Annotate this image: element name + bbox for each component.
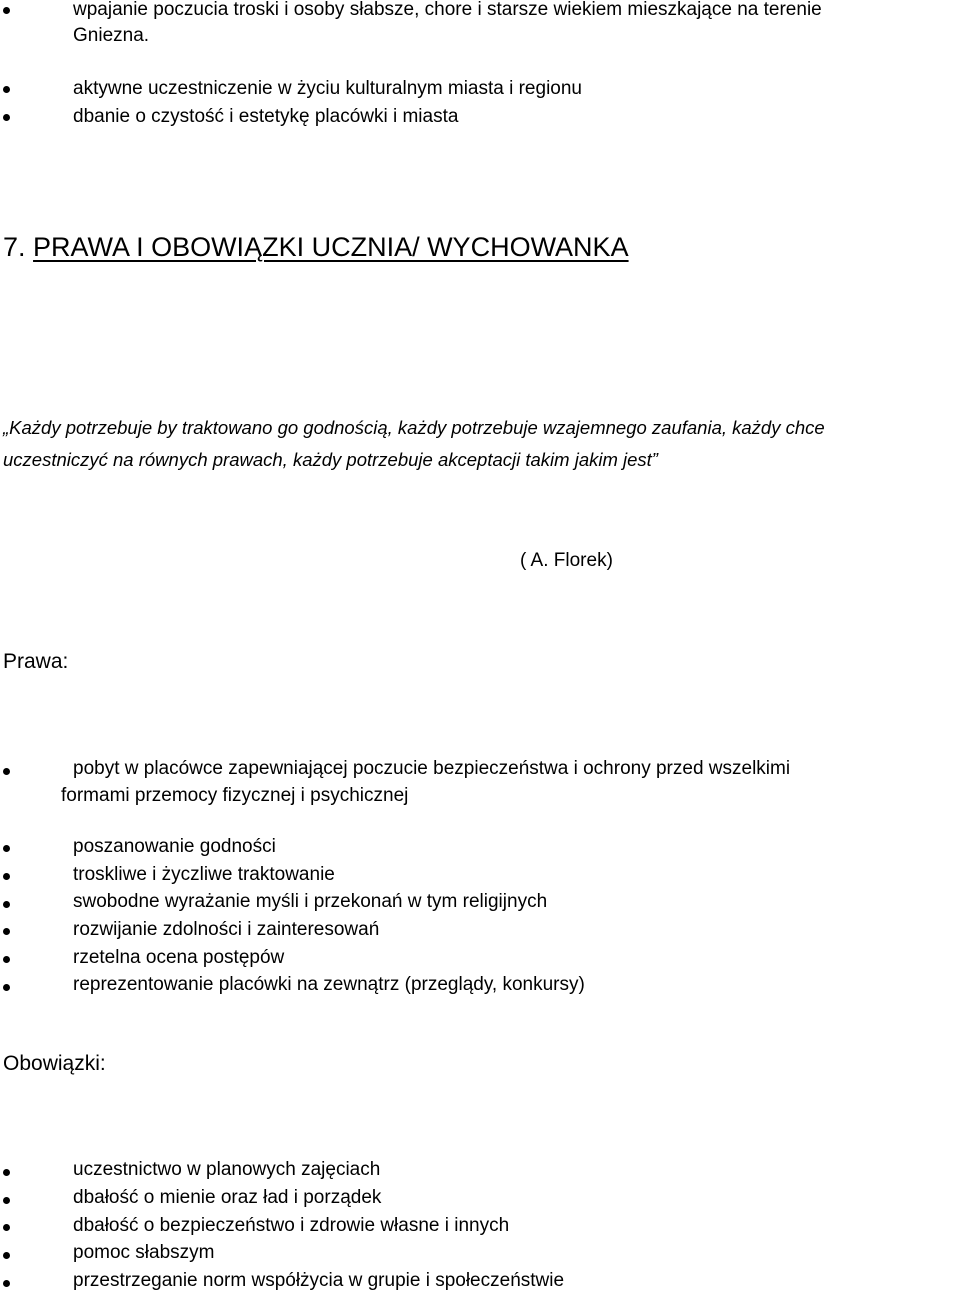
- bullet: [3, 928, 10, 935]
- bullet: [3, 1197, 10, 1204]
- bullet: [3, 1252, 10, 1259]
- bullet: [3, 873, 10, 880]
- list-item: dbałość o bezpieczeństwo i zdrowie własne i innych: [73, 1215, 510, 1236]
- section-heading: [3, 230, 629, 264]
- list-item: rozwijanie zdolności i zainteresowań: [73, 919, 380, 940]
- quote-author: ( A. Florek): [520, 550, 613, 571]
- list-item: pomoc słabszym: [73, 1242, 215, 1263]
- list-item: rzetelna ocena postępów: [73, 947, 285, 968]
- bullet: [3, 845, 10, 852]
- section-title: PRAWA I OBOWIĄZKI UCZNIA/ WYCHOWANKA: [33, 232, 629, 262]
- list-item: przestrzeganie norm współżycia w grupie i społeczeństwie: [73, 1270, 565, 1291]
- bullet: [3, 901, 10, 908]
- list-item: swobodne wyrażanie myśli i przekonań w tym religijnych: [73, 891, 548, 912]
- rights-heading: Prawa:: [3, 650, 69, 673]
- bullet: [3, 768, 10, 775]
- list-item-continuation: formami przemocy fizycznej i psychicznej: [61, 785, 409, 806]
- list-item: uczestnictwo w planowych zajęciach: [73, 1159, 381, 1180]
- list-item: troskliwe i życzliwe traktowanie: [73, 864, 335, 885]
- section-number: 7.: [3, 232, 26, 262]
- quote-line-2: uczestniczyć na równych prawach, każdy potrzebuje akceptacji takim jakim jest”: [3, 449, 658, 470]
- bullet: [3, 114, 10, 121]
- list-item-continuation: Gniezna.: [73, 25, 150, 46]
- bullet: [3, 1280, 10, 1287]
- list-item: aktywne uczestniczenie w życiu kulturalnym miasta i regionu: [73, 78, 582, 99]
- list-item: reprezentowanie placówki na zewnątrz (przeglądy, konkursy): [73, 974, 585, 995]
- bullet: [3, 86, 10, 93]
- list-item: pobyt w placówce zapewniającej poczucie bezpieczeństwa i ochrony przed wszelkimi: [73, 758, 791, 779]
- list-item: dbałość o mienie oraz ład i porządek: [73, 1187, 382, 1208]
- bullet: [3, 7, 10, 14]
- list-item: poszanowanie godności: [73, 836, 276, 857]
- bullet: [3, 984, 10, 991]
- quote-line-1: „Każdy potrzebuje by traktowano go godnością, każdy potrzebuje wzajemnego zaufania, każdy chce: [3, 417, 825, 438]
- duties-heading: Obowiązki:: [3, 1052, 106, 1075]
- bullet: [3, 1224, 10, 1231]
- bullet: [3, 956, 10, 963]
- bullet: [3, 1169, 10, 1176]
- list-item: wpajanie poczucia troski i osoby słabsze, chore i starsze wiekiem mieszkające na terenie: [73, 0, 822, 20]
- list-item: dbanie o czystość i estetykę placówki i miasta: [73, 106, 459, 127]
